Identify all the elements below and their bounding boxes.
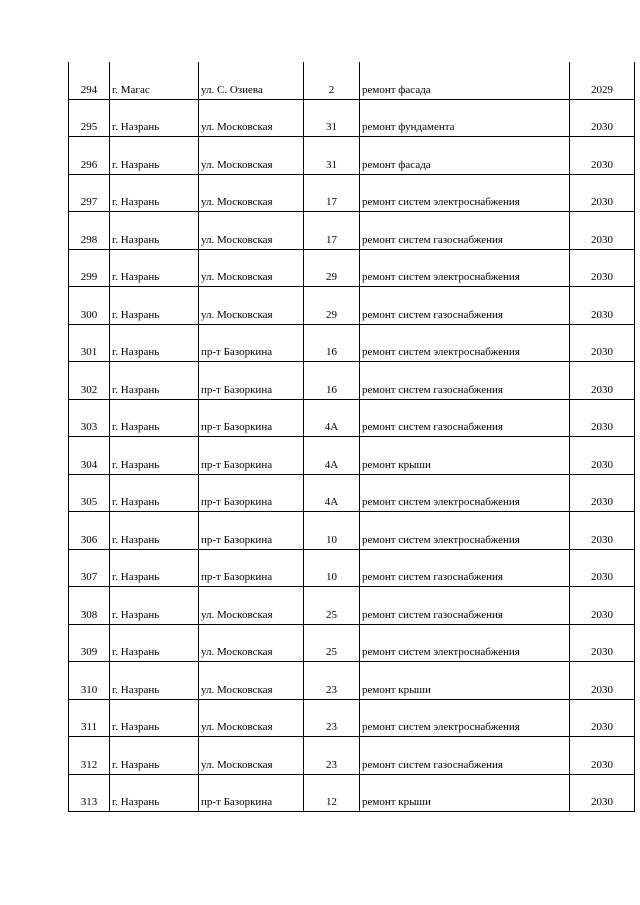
table-row [69, 474, 635, 512]
city-cell: г. Назрань [110, 249, 199, 287]
table-row [69, 399, 635, 437]
year-cell: 2029 [570, 62, 635, 99]
house-number-cell: 4А [304, 399, 360, 437]
year-cell: 2030 [570, 624, 635, 662]
row-number: 295 [69, 99, 110, 137]
city-cell: г. Назрань [110, 212, 199, 250]
year-cell: 2030 [570, 699, 635, 737]
city-cell: г. Назрань [110, 624, 199, 662]
city-cell: г. Назрань [110, 512, 199, 550]
row-number: 309 [69, 624, 110, 662]
city-cell: г. Магас [110, 62, 199, 99]
table-body [69, 62, 635, 812]
year-cell: 2030 [570, 287, 635, 325]
work-type-cell: ремонт систем электроснабжения [360, 512, 570, 550]
row-number: 300 [69, 287, 110, 325]
work-type-cell: ремонт систем электроснабжения [360, 699, 570, 737]
row-number: 294 [69, 62, 110, 99]
street-cell: пр-т Базоркина [199, 362, 304, 400]
street-cell: пр-т Базоркина [199, 512, 304, 550]
year-cell: 2030 [570, 362, 635, 400]
street-cell: пр-т Базоркина [199, 437, 304, 475]
row-number: 311 [69, 699, 110, 737]
work-type-cell: ремонт систем газоснабжения [360, 212, 570, 250]
table-row [69, 249, 635, 287]
table-row [69, 662, 635, 700]
table-row [69, 324, 635, 362]
row-number: 302 [69, 362, 110, 400]
table-row [69, 512, 635, 550]
city-cell: г. Назрань [110, 774, 199, 812]
city-cell: г. Назрань [110, 437, 199, 475]
table-row [69, 699, 635, 737]
street-cell: пр-т Базоркина [199, 399, 304, 437]
table-row [69, 362, 635, 400]
work-type-cell: ремонт систем газоснабжения [360, 399, 570, 437]
row-number: 296 [69, 137, 110, 175]
year-cell: 2030 [570, 774, 635, 812]
street-cell: ул. Московская [199, 624, 304, 662]
street-cell: пр-т Базоркина [199, 324, 304, 362]
row-number: 308 [69, 587, 110, 625]
year-cell: 2030 [570, 137, 635, 175]
work-type-cell: ремонт систем газоснабжения [360, 587, 570, 625]
house-number-cell: 23 [304, 662, 360, 700]
city-cell: г. Назрань [110, 324, 199, 362]
row-number: 303 [69, 399, 110, 437]
row-number: 307 [69, 549, 110, 587]
city-cell: г. Назрань [110, 737, 199, 775]
city-cell: г. Назрань [110, 699, 199, 737]
street-cell: пр-т Базоркина [199, 549, 304, 587]
house-number-cell: 23 [304, 737, 360, 775]
row-number: 301 [69, 324, 110, 362]
work-type-cell: ремонт фасада [360, 137, 570, 175]
table-row [69, 287, 635, 325]
row-number: 313 [69, 774, 110, 812]
street-cell: ул. Московская [199, 99, 304, 137]
street-cell: ул. Московская [199, 662, 304, 700]
work-type-cell: ремонт систем электроснабжения [360, 474, 570, 512]
house-number-cell: 2 [304, 62, 360, 99]
year-cell: 2030 [570, 512, 635, 550]
house-number-cell: 31 [304, 99, 360, 137]
street-cell: ул. Московская [199, 287, 304, 325]
work-type-cell: ремонт систем газоснабжения [360, 549, 570, 587]
city-cell: г. Назрань [110, 474, 199, 512]
table-row [69, 774, 635, 812]
street-cell: пр-т Базоркина [199, 474, 304, 512]
year-cell: 2030 [570, 99, 635, 137]
year-cell: 2030 [570, 324, 635, 362]
street-cell: ул. Московская [199, 137, 304, 175]
city-cell: г. Назрань [110, 362, 199, 400]
house-number-cell: 10 [304, 549, 360, 587]
house-number-cell: 17 [304, 212, 360, 250]
house-number-cell: 4А [304, 474, 360, 512]
work-type-cell: ремонт систем электроснабжения [360, 324, 570, 362]
work-type-cell: ремонт систем электроснабжения [360, 624, 570, 662]
work-type-cell: ремонт фундамента [360, 99, 570, 137]
year-cell: 2030 [570, 174, 635, 212]
street-cell: ул. Московская [199, 699, 304, 737]
house-number-cell: 29 [304, 287, 360, 325]
work-type-cell: ремонт систем газоснабжения [360, 287, 570, 325]
work-type-cell: ремонт крыши [360, 662, 570, 700]
year-cell: 2030 [570, 249, 635, 287]
row-number: 298 [69, 212, 110, 250]
street-cell: ул. Московская [199, 174, 304, 212]
house-number-cell: 23 [304, 699, 360, 737]
table-row [69, 62, 635, 99]
city-cell: г. Назрань [110, 174, 199, 212]
table-row [69, 737, 635, 775]
year-cell: 2030 [570, 737, 635, 775]
repair-schedule-table [68, 62, 635, 812]
house-number-cell: 31 [304, 137, 360, 175]
year-cell: 2030 [570, 212, 635, 250]
row-number: 305 [69, 474, 110, 512]
table-row [69, 437, 635, 475]
work-type-cell: ремонт систем газоснабжения [360, 362, 570, 400]
row-number: 306 [69, 512, 110, 550]
house-number-cell: 4А [304, 437, 360, 475]
row-number: 297 [69, 174, 110, 212]
house-number-cell: 17 [304, 174, 360, 212]
work-type-cell: ремонт систем электроснабжения [360, 249, 570, 287]
work-type-cell: ремонт крыши [360, 774, 570, 812]
street-cell: ул. С. Озиева [199, 62, 304, 99]
city-cell: г. Назрань [110, 137, 199, 175]
street-cell: ул. Московская [199, 249, 304, 287]
house-number-cell: 25 [304, 587, 360, 625]
year-cell: 2030 [570, 549, 635, 587]
house-number-cell: 12 [304, 774, 360, 812]
city-cell: г. Назрань [110, 287, 199, 325]
city-cell: г. Назрань [110, 549, 199, 587]
city-cell: г. Назрань [110, 399, 199, 437]
city-cell: г. Назрань [110, 99, 199, 137]
work-type-cell: ремонт систем газоснабжения [360, 737, 570, 775]
street-cell: пр-т Базоркина [199, 774, 304, 812]
row-number: 312 [69, 737, 110, 775]
street-cell: ул. Московская [199, 587, 304, 625]
row-number: 304 [69, 437, 110, 475]
house-number-cell: 16 [304, 362, 360, 400]
work-type-cell: ремонт систем электроснабжения [360, 174, 570, 212]
house-number-cell: 25 [304, 624, 360, 662]
house-number-cell: 10 [304, 512, 360, 550]
year-cell: 2030 [570, 399, 635, 437]
table-row [69, 137, 635, 175]
table-row [69, 99, 635, 137]
table-row [69, 212, 635, 250]
house-number-cell: 16 [304, 324, 360, 362]
table-row [69, 587, 635, 625]
city-cell: г. Назрань [110, 587, 199, 625]
table-row [69, 549, 635, 587]
house-number-cell: 29 [304, 249, 360, 287]
table-row [69, 174, 635, 212]
year-cell: 2030 [570, 474, 635, 512]
work-type-cell: ремонт фасада [360, 62, 570, 99]
row-number: 310 [69, 662, 110, 700]
table-row [69, 624, 635, 662]
street-cell: ул. Московская [199, 737, 304, 775]
year-cell: 2030 [570, 587, 635, 625]
street-cell: ул. Московская [199, 212, 304, 250]
city-cell: г. Назрань [110, 662, 199, 700]
year-cell: 2030 [570, 662, 635, 700]
row-number: 299 [69, 249, 110, 287]
work-type-cell: ремонт крыши [360, 437, 570, 475]
year-cell: 2030 [570, 437, 635, 475]
